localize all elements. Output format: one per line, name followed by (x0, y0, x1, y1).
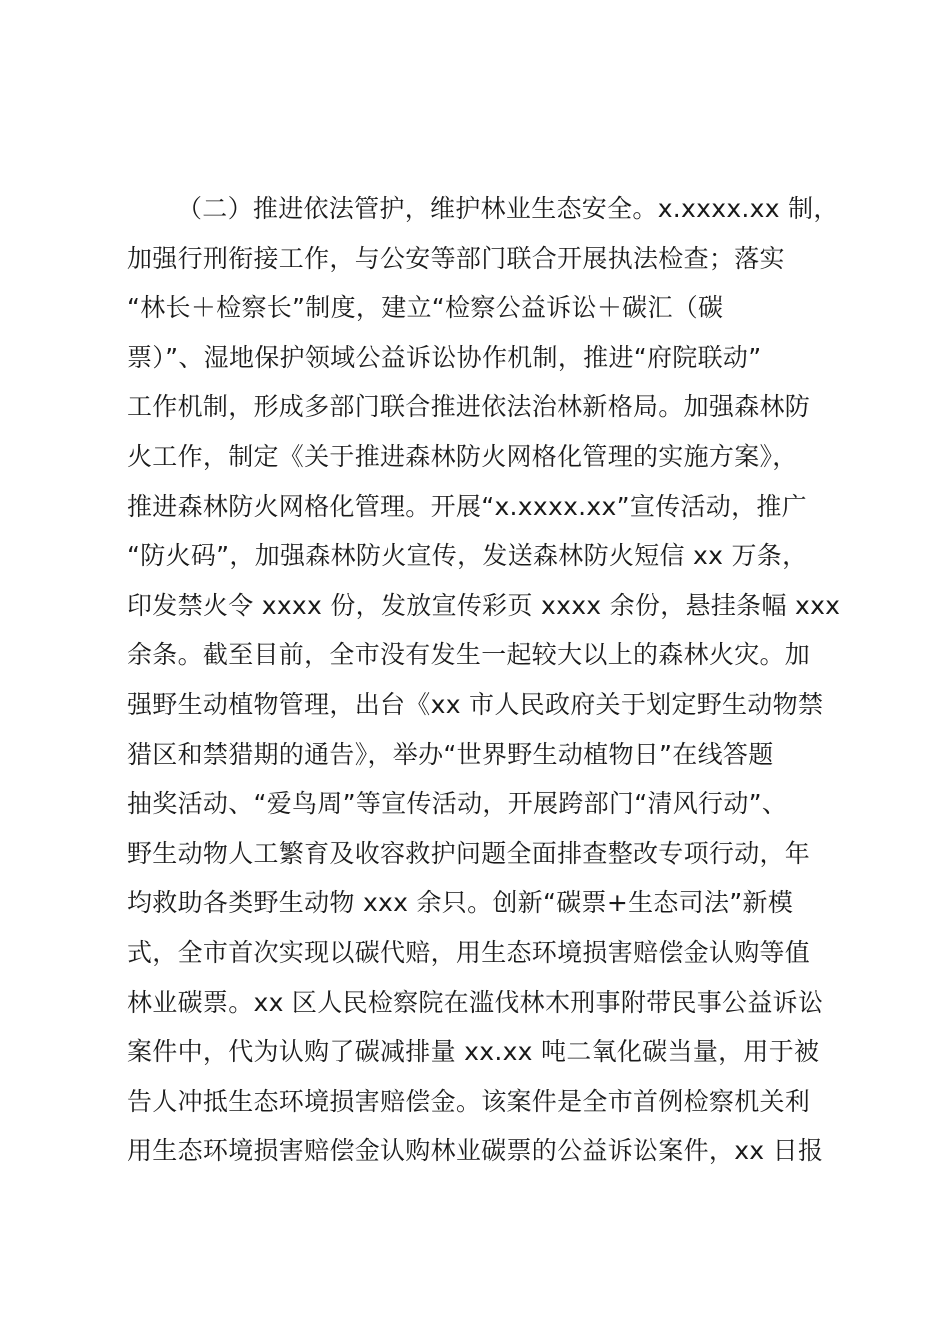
paragraph-line: 火工作，制定《关于推进森林防火网格化管理的实施方案》， (127, 441, 798, 471)
paragraph-line: 均救助各类野生动物 xxx 余只。创新“碳票+生态司法”新模 (127, 888, 794, 918)
paragraph-line: （二）推进依法管护，维护林业生态安全。x.xxxx.xx 制， (177, 194, 839, 223)
paragraph-line: “林长＋检察长”制度，建立“检察公益诉讼＋碳汇（碳 (127, 293, 724, 323)
paragraph-line: 余条。截至目前，全市没有发生一起较大以上的森林火灾。加 (127, 640, 811, 670)
paragraph-line: 告人冲抵生态环境损害赔偿金。该案件是全市首例检察机关利 (127, 1086, 811, 1116)
paragraph-line: 推进森林防火网格化管理。开展“x.xxxx.xx”宣传活动，推广 (127, 491, 807, 521)
paragraph-line: 野生动物人工繁育及收容救护问题全面排查整改专项行动，年 (127, 838, 811, 868)
paragraph-line: 抽奖活动、“爱鸟周”等宣传活动，开展跨部门“清风行动”、 (127, 789, 788, 819)
paragraph-line: 票）”、湿地保护领域公益诉讼协作机制，推进“府院联动” (127, 342, 762, 372)
body-paragraph (127, 184, 841, 1176)
paragraph-line: 林业碳票。xx 区人民检察院在滥伐林木刑事附带民事公益诉讼 (127, 987, 824, 1017)
paragraph-line: 印发禁火令 xxxx 份，发放宣传彩页 xxxx 余份，悬挂条幅 xxx (127, 590, 841, 620)
paragraph-line: 猎区和禁猎期的通告》，举办“世界野生动植物日”在线答题 (127, 739, 774, 769)
paragraph-line: 式，全市首次实现以碳代赔，用生态环境损害赔偿金认购等值 (127, 937, 811, 967)
paragraph-line: 案件中，代为认购了碳减排量 xx.xx 吨二氧化碳当量，用于被 (127, 1037, 820, 1067)
paragraph-line: 用生态环境损害赔偿金认购林业碳票的公益诉讼案件，xx 日报 (127, 1136, 824, 1166)
paragraph-line: 加强行刑衔接工作，与公安等部门联合开展执法检查；落实 (127, 243, 785, 273)
paragraph-line: “防火码”，加强森林防火宣传，发送森林防火短信 xx 万条， (127, 541, 808, 571)
paragraph-line: 工作机制，形成多部门联合推进依法治林新格局。加强森林防 (127, 392, 811, 422)
paragraph-line: 强野生动植物管理，出台《xx 市人民政府关于划定野生动物禁 (127, 689, 824, 719)
